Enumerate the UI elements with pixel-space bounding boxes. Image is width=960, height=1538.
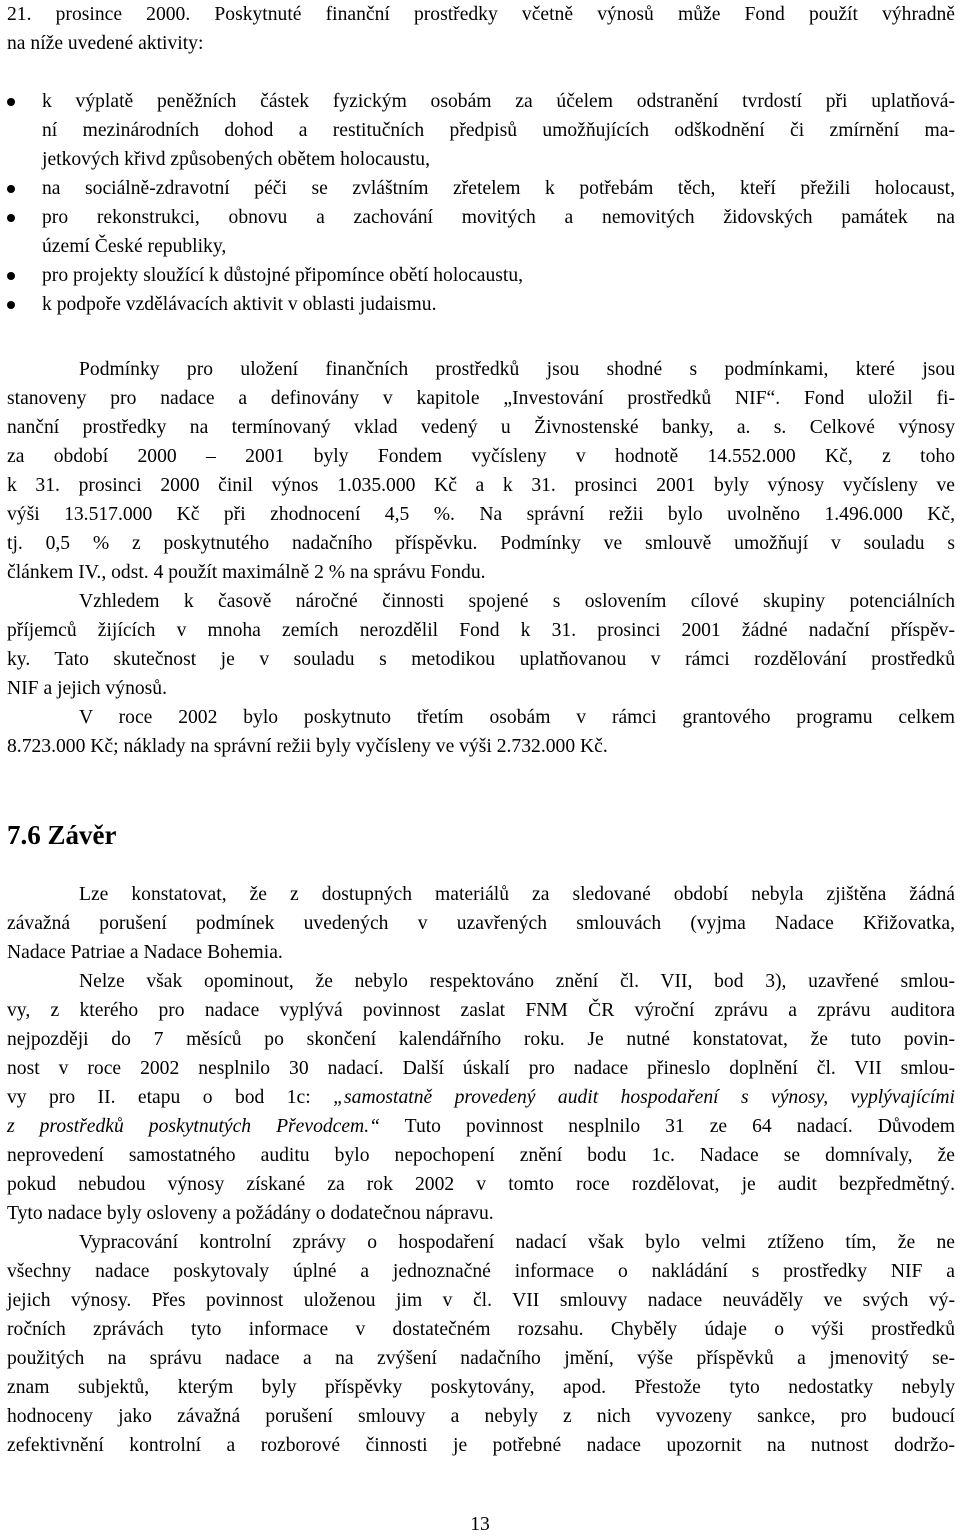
list-item-line: území České republiky, <box>42 236 227 257</box>
paragraph-line: 8.723.000 Kč; náklady na správní režii byly vyčísleny ve výši 2.732.000 Kč. <box>7 736 608 757</box>
quoted-clause: „samostatně provedený audit hospodaření s výnosy, vyplývajícími <box>333 1087 955 1108</box>
paragraph-line: Podmínky pro uložení finančních prostředků jsou shodné s podmínkami, které jsou <box>79 359 955 380</box>
paragraph-line: ročních zprávách tyto informace v dostatečném rozsahu. Chyběly údaje o výši prostředků <box>7 1319 955 1340</box>
paragraph-line: Tyto nadace byly osloveny a požádány o dodatečnou nápravu. <box>7 1203 494 1224</box>
bullet-icon <box>7 301 15 309</box>
paragraph-line: Vzhledem k časově náročné činnosti spojené s oslovením cílové skupiny potenciálních <box>79 591 955 612</box>
paragraph-line: Lze konstatovat, že z dostupných materiálů za sledované období nebyla zjištěna žádná <box>79 884 955 905</box>
list-item-line: na sociálně-zdravotní péči se zvláštním zřetelem k potřebám těch, kteří přežili holocaust, <box>42 178 955 199</box>
paragraph-line: NIF a jejich výnosů. <box>7 678 167 699</box>
paragraph-line: ky. Tato skutečnost je v souladu s metodikou uplatňovanou v rámci rozdělování prostředků <box>7 649 955 670</box>
paragraph-line: vy, z kterého pro nadace vyplývá povinnost zaslat FNM ČR výroční zprávu a zprávu auditora <box>7 1000 955 1021</box>
quoted-clause: z prostředků poskytnutých Převodcem.“ <box>7 1116 381 1137</box>
paragraph-line: Nelze však opominout, že nebylo respektováno znění čl. VII, bod 3), uzavřené smlou- <box>79 971 955 992</box>
list-item-line: jetkových křivd způsobených obětem holocaustu, <box>42 149 430 170</box>
list-item-line: ní mezinárodních dohod a restitučních předpisů umožňujících odškodnění či zmírnění ma- <box>42 120 955 141</box>
paragraph-line: stanoveny pro nadace a definovány v kapitole „Investování prostředků NIF“. Fond uložil fi- <box>7 388 955 409</box>
paragraph-line: použitých na správu nadace a na zvýšení nadačního jmění, výše příspěvků a jmenovitý se- <box>7 1348 955 1369</box>
paragraph-line: Vypracování kontrolní zprávy o hospodaření nadací však bylo velmi ztíženo tím, že ne <box>79 1232 955 1253</box>
paragraph-line: neprovedení samostatného auditu bylo nepochopení znění bodu 1c. Nadace se domnívaly, že <box>7 1145 955 1166</box>
paragraph-line: hodnoceny jako závažná porušení smlouvy a nebyly z nich vyvozeny sankce, pro budoucí <box>7 1406 955 1427</box>
list-item-line: k výplatě peněžních částek fyzickým osobám za účelem odstranění tvrdostí při uplatňová- <box>42 91 955 112</box>
paragraph-line: závažná porušení podmínek uvedených v uzavřených smlouvách (vyjma Nadace Křižovatka, <box>7 913 955 934</box>
paragraph-line: všechny nadace poskytovaly úplné a jednoznačné informace o nakládání s prostředky NIF a <box>7 1261 955 1282</box>
list-item-line: pro projekty sloužící k důstojné připomínce obětí holocaustu, <box>42 265 524 286</box>
bullet-icon <box>7 98 15 106</box>
paragraph-line: pokud nebudou výnosy získané za rok 2002 v tomto roce rozdělovat, je audit bezpředmětný. <box>7 1174 955 1195</box>
paragraph-text: vy pro II. etapu o bod 1c: <box>7 1087 334 1108</box>
paragraph-line <box>7 1112 955 1141</box>
paragraph-text: Tuto povinnost nesplnilo 31 ze 64 nadací. Důvodem <box>380 1116 956 1137</box>
intro-line-1: 21. prosince 2000. Poskytnuté finanční prostředky včetně výnosů může Fond použít výhradně <box>7 4 955 25</box>
page-number: 13 <box>470 1514 490 1535</box>
paragraph-line: Nadace Patriae a Nadace Bohemia. <box>7 942 283 963</box>
paragraph-line: nost v roce 2002 nesplnilo 30 nadací. Další úskalí pro nadace přineslo doplnění čl. VII smlou- <box>7 1058 955 1079</box>
paragraph-line: znam subjektů, kterým byly příspěvky poskytovány, apod. Přestože tyto nedostatky nebyly <box>7 1377 955 1398</box>
paragraph-line: nejpozději do 7 měsíců po skončení kalendářního roku. Je nutné konstatovat, že tuto povin- <box>7 1029 955 1050</box>
paragraph-line: článkem IV., odst. 4 použít maximálně 2 % na správu Fondu. <box>7 562 486 583</box>
paragraph-line: zefektivnění kontrolní a rozborové činnosti je potřebné nadace upozornit na nutnost dodržo- <box>7 1435 955 1456</box>
bullet-icon <box>7 272 15 280</box>
intro-line-2: na níže uvedené aktivity: <box>7 33 204 54</box>
paragraph-line: výši 13.517.000 Kč při zhodnocení 4,5 %. Na správní režii bylo uvolněno 1.496.000 Kč, <box>7 504 955 525</box>
paragraph-line <box>7 1083 955 1112</box>
paragraph-line: tj. 0,5 % z poskytnutého nadačního příspěvku. Podmínky ve smlouvě umožňují v souladu s <box>7 533 955 554</box>
bullet-icon <box>7 214 15 222</box>
bullet-icon <box>7 185 15 193</box>
list-item-line: k podpoře vzdělávacích aktivit v oblasti judaismu. <box>42 294 437 315</box>
paragraph-line: k 31. prosinci 2000 činil výnos 1.035.000 Kč a k 31. prosinci 2001 byly výnosy vyčísleny ve <box>7 475 955 496</box>
paragraph-line: V roce 2002 bylo poskytnuto třetím osobám v rámci grantového programu celkem <box>79 707 955 728</box>
section-heading: 7.6 Závěr <box>7 820 117 850</box>
paragraph-line: nanční prostředky na termínovaný vklad vedený u Živnostenské banky, a. s. Celkové výnosy <box>7 417 955 438</box>
paragraph-line: příjemců žijících v mnoha zemích nerozdělil Fond k 31. prosinci 2001 žádné nadační příspěv- <box>7 620 955 641</box>
list-item-line: pro rekonstrukci, obnovu a zachování movitých a nemovitých židovských památek na <box>42 207 955 228</box>
paragraph-line: za období 2000 – 2001 byly Fondem vyčísleny v hodnotě 14.552.000 Kč, z toho <box>7 446 955 467</box>
paragraph-line: jejich výnosy. Přes povinnost uloženou jim v čl. VII smlouvy nadace neuváděly ve svých vý- <box>7 1290 955 1311</box>
